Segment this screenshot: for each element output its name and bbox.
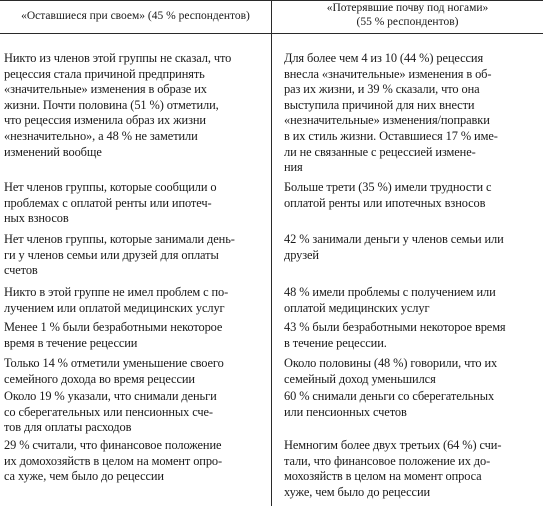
cell-line: Никто из членов этой группы не сказал, что [4, 51, 232, 65]
cell-line: со сберегательных или пенсионных сче- [4, 404, 213, 419]
cell-line: 29 % считали, что финансовое положение [4, 438, 222, 452]
cell-line: тали, что финансовое положение их до- [284, 453, 491, 468]
cell-line: друзей [284, 247, 319, 262]
cell-line: в течение рецессии. [284, 335, 387, 350]
cell-line: Менее 1 % были безработными некоторое [4, 320, 223, 334]
row-4-right-cell [284, 285, 496, 316]
row-8-right-cell [284, 438, 501, 500]
cell-line: Около 19 % указали, что снимали деньги [4, 389, 217, 403]
column-divider [271, 0, 272, 506]
cell-line: тов для оплаты расходов [4, 420, 132, 435]
header-rule [0, 33, 543, 34]
cell-line: в их стиль жизни. Оставшиеся 17 % име- [284, 128, 498, 143]
cell-line: ния [284, 160, 303, 175]
cell-line: семейный доход уменьшился [284, 371, 436, 386]
header-right [272, 1, 543, 29]
cell-line: проблемах с оплатой ренты или ипотеч- [4, 195, 212, 210]
cell-line: счетов [4, 263, 38, 278]
cell-line: 42 % занимали деньги у членов семьи или [284, 232, 504, 246]
row-2-left-cell [4, 180, 217, 227]
header-right-line2: (55 % респондентов) [356, 16, 459, 28]
cell-line: что рецессия изменила образ их жизни [4, 113, 206, 128]
row-2-right-cell [284, 180, 491, 211]
cell-line: ли не связанные с рецессией измене- [284, 144, 476, 159]
cell-line: Для более чем 4 из 10 (44 %) рецессия [284, 51, 484, 65]
row-8-left-cell [4, 438, 222, 485]
row-4-left-cell [4, 285, 228, 316]
cell-line: их домохозяйств в целом на момент опро- [4, 453, 223, 468]
cell-line: внесла «значительные» изменения в об- [284, 66, 492, 81]
cell-line: Никто в этой группе не имел проблем с по- [4, 285, 229, 299]
cell-line: оплатой ренты или ипотечных взносов [284, 195, 486, 210]
cell-line: семейного дохода во время рецессии [4, 371, 195, 386]
row-3-left-cell [4, 232, 235, 279]
cell-line: время в течение рецессии [4, 335, 138, 350]
cell-line: Больше трети (35 %) имели трудности с [284, 180, 492, 194]
cell-line: Только 14 % отметили уменьшение своего [4, 356, 224, 370]
cell-line: «незначительно», а 48 % не заметили [4, 128, 198, 143]
cell-line: или пенсионных счетов [284, 404, 407, 419]
cell-line: Немногим более двух третьих (64 %) счи- [284, 438, 502, 452]
header-left: «Оставшиеся при своем» (45 % респондентов) [21, 10, 250, 22]
cell-line: Около половины (48 %) говорили, что их [284, 356, 498, 370]
row-6-right-cell [284, 356, 497, 387]
row-5-left-cell [4, 320, 222, 351]
cell-line: «незначительные» изменения/поправки [284, 113, 490, 128]
row-3-right-cell [284, 232, 504, 263]
cell-line: оплатой медицинских услуг [284, 300, 430, 315]
cell-line: изменений вообще [4, 144, 102, 159]
cell-line: 48 % имели проблемы с получением или [284, 285, 496, 299]
cell-line: раз их жизни, и 39 % сказали, что она [284, 82, 480, 97]
cell-line: Нет членов группы, которые сообщили о [4, 180, 217, 194]
cell-line: 60 % снимали деньги со сберегательных [284, 389, 495, 403]
row-7-right-cell [284, 389, 494, 420]
row-1-right-cell [284, 51, 498, 176]
row-7-left-cell [4, 389, 217, 436]
cell-line: рецессия стала причиной предпринять [4, 66, 205, 81]
cell-line: выступила причиной для них внести [284, 97, 475, 112]
cell-line: Нет членов группы, которые занимали день- [4, 232, 235, 246]
cell-line: хуже, чем было до рецессии [284, 484, 431, 499]
row-5-right-cell [284, 320, 506, 351]
cell-line: ги у членов семьи или друзей для оплаты [4, 247, 219, 262]
cell-line: ных взносов [4, 211, 69, 226]
header-right-line1: «Потерявшие почву под ногами» [326, 2, 489, 14]
row-1-left-cell [4, 51, 231, 160]
cell-line: «значительные» изменения в образе их [4, 82, 207, 97]
cell-line: мохозяйств в целом на момент опроса [284, 469, 482, 484]
row-6-left-cell [4, 356, 224, 387]
cell-line: жизни. Почти половина (51 %) отметили, [4, 97, 219, 112]
cell-line: лучением или оплатой медицинских услуг [4, 300, 225, 315]
cell-line: 43 % были безработными некоторое время [284, 320, 506, 334]
cell-line: са хуже, чем было до рецессии [4, 469, 164, 484]
